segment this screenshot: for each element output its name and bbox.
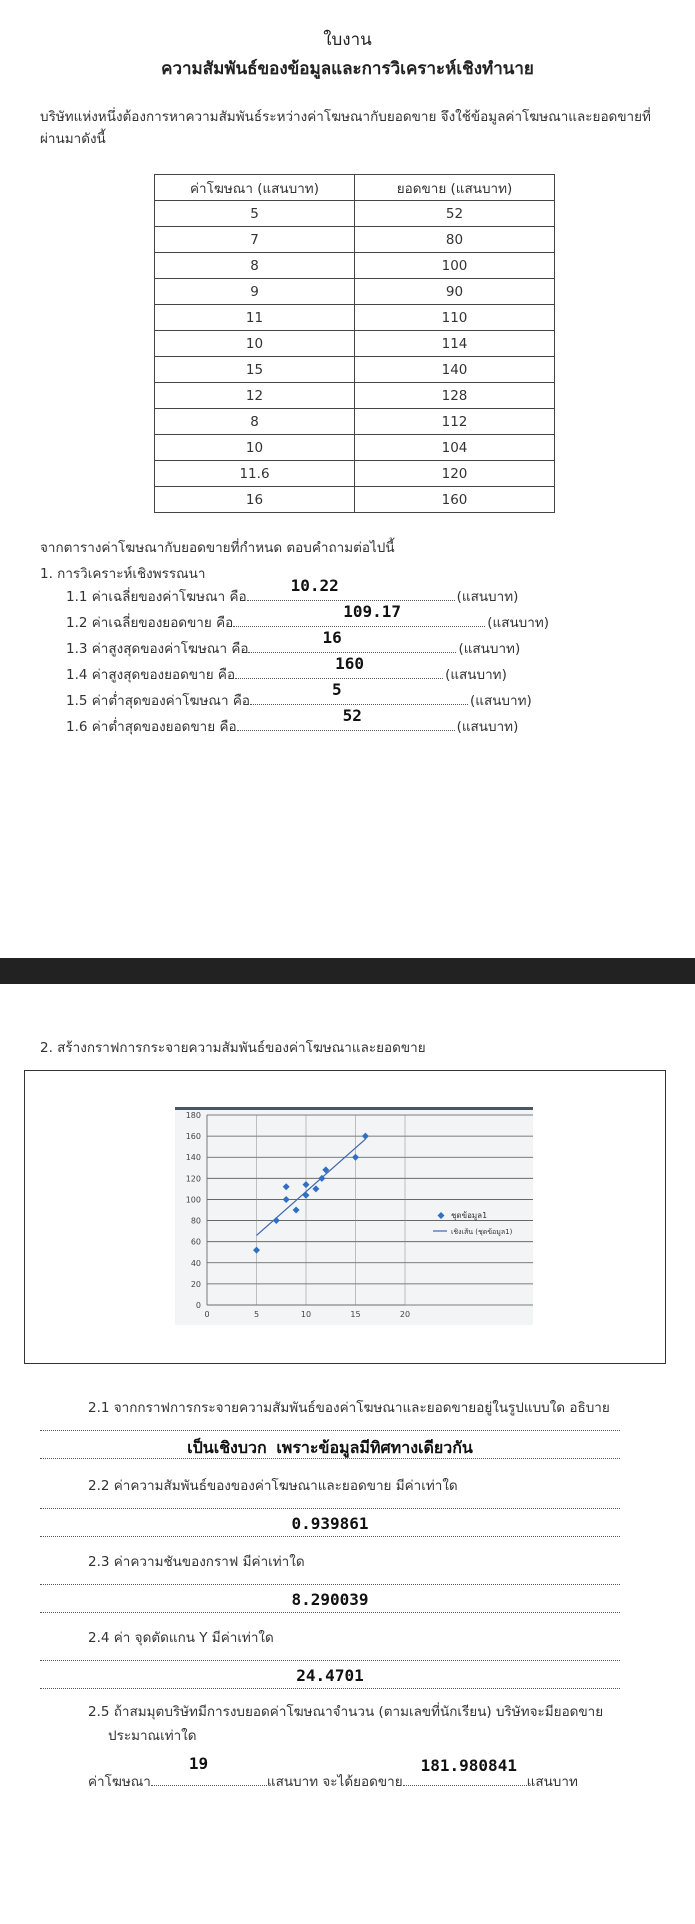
table-row [155, 357, 555, 383]
y-tick-label: 120 [185, 1174, 201, 1184]
page-divider [0, 958, 695, 984]
x-tick-label: 0 [204, 1310, 210, 1319]
cell-sales: 140 [355, 357, 555, 383]
answer-blank [233, 602, 485, 627]
intro-text: บริษัทแห่งหนึ่งต้องการหาความสัมพันธ์ระหว่างค่าโฆษณากับยอดขาย จึงใช้ข้อมูลค่าโฆษณาและยอดขายที่ผ่านมาดังนี้ [40, 109, 651, 147]
section1-heading: 1. การวิเคราะห์เชิงพรรณนา [40, 566, 206, 582]
x-tick-label: 20 [399, 1310, 411, 1319]
unit-label: (แสนบาท) [456, 719, 519, 735]
worksheet-subtitle: ความสัมพันธ์ของข้อมูลและการวิเคราะห์เชิงทำนาย [161, 59, 534, 79]
final-ad-blank [151, 1754, 267, 1786]
final-sales-value: 181.980841 [420, 1756, 517, 1775]
cell-advertising: 8 [155, 253, 355, 279]
answer-line [40, 1458, 620, 1459]
unit-label: (แสนบาท) [469, 693, 532, 709]
final-label-sales: แสนบาท จะได้ยอดขาย [266, 1774, 403, 1790]
answer-blank [250, 680, 468, 705]
answer-blank [248, 628, 456, 653]
question-1-3 [66, 628, 521, 659]
cell-sales: 52 [355, 201, 555, 227]
y-tick-label: 20 [190, 1279, 201, 1289]
answer-line [40, 1536, 620, 1537]
handwritten-answer: 160 [335, 654, 364, 673]
y-tick-label: 40 [190, 1258, 201, 1268]
answer-2-2: 0.939861 [291, 1514, 369, 1533]
table-row [155, 383, 555, 409]
final-ad-value: 19 [188, 1754, 209, 1773]
cell-sales: 128 [355, 383, 555, 409]
table-row [155, 487, 555, 513]
scatter-chart [175, 1107, 533, 1325]
data-table [154, 174, 555, 513]
question-1-5 [66, 680, 532, 711]
answer-2-3: 8.290039 [291, 1590, 369, 1609]
table-row [155, 253, 555, 279]
y-tick-label: 180 [185, 1111, 201, 1120]
cell-sales: 160 [355, 487, 555, 513]
table-row [155, 305, 555, 331]
cell-advertising: 7 [155, 227, 355, 253]
handwritten-answer: 52 [342, 706, 362, 725]
question-2-2: 2.2 ค่าความสัมพันธ์ของของค่าโฆษณาและยอดขาย มีค่าเท่าใด [88, 1478, 458, 1494]
answer-line [40, 1508, 620, 1509]
final-label-unit: แสนบาท [526, 1774, 578, 1790]
cell-advertising: 11 [155, 305, 355, 331]
cell-sales: 112 [355, 409, 555, 435]
unit-label: (แสนบาท) [456, 589, 519, 605]
questions-intro: จากตารางค่าโฆษณากับยอดขายที่กำหนด ตอบคำถามต่อไปนี้ [40, 540, 395, 556]
cell-advertising: 16 [155, 487, 355, 513]
question-1-6 [66, 706, 519, 737]
answer-blank [247, 576, 455, 601]
answer-blank [237, 706, 455, 731]
x-tick-label: 10 [300, 1310, 312, 1319]
handwritten-answer: 16 [322, 628, 342, 647]
y-tick-label: 80 [190, 1216, 201, 1226]
cell-sales: 110 [355, 305, 555, 331]
question-1-4 [66, 654, 507, 685]
cell-advertising: 5 [155, 201, 355, 227]
answer-blank [235, 654, 443, 679]
question-label: 1.5 ค่าต่ำสุดของค่าโฆษณา คือ [66, 693, 250, 709]
cell-sales: 90 [355, 279, 555, 305]
cell-advertising: 12 [155, 383, 355, 409]
answer-line [40, 1660, 620, 1661]
question-2-5: 2.5 ถ้าสมมุตบริษัทมีการงบยอดค่าโฆษณาจำนวน (ตามเลขที่นักเรียน) บริษัทจะมียอดขาย [88, 1704, 604, 1720]
cell-advertising: 10 [155, 435, 355, 461]
answer-line [40, 1612, 620, 1613]
question-2-4: 2.4 ค่า จุดตัดแกน Y มีค่าเท่าใด [88, 1630, 274, 1646]
y-tick-label: 60 [190, 1237, 201, 1247]
column-header-advertising: ค่าโฆษณา (แสนบาท) [155, 175, 355, 201]
chart-top-edge [175, 1107, 533, 1110]
question-1-2 [66, 602, 549, 633]
column-header-sales: ยอดขาย (แสนบาท) [355, 175, 555, 201]
final-answer-line [88, 1754, 578, 1792]
chart-frame [24, 1070, 666, 1364]
cell-advertising: 9 [155, 279, 355, 305]
question-2-1: 2.1 จากกราฟการกระจายความสัมพันธ์ของค่าโฆษณาและยอดขายอยู่ในรูปแบบใด อธิบาย [88, 1400, 610, 1416]
question-label: 1.4 ค่าสูงสุดของยอดขาย คือ [66, 667, 236, 683]
y-tick-label: 160 [185, 1132, 201, 1142]
x-tick-label: 5 [253, 1310, 260, 1319]
table-row [155, 279, 555, 305]
unit-label: (แสนบาท) [487, 615, 549, 631]
y-tick-label: 0 [195, 1301, 201, 1310]
worksheet-page-1 [0, 0, 695, 958]
cell-sales: 80 [355, 227, 555, 253]
cell-advertising: 11.6 [155, 461, 355, 487]
answer-2-1: เป็นเชิงบวก เพราะข้อมูลมีทิศทางเดียวกัน [187, 1438, 473, 1457]
unit-label: (แสนบาท) [445, 667, 507, 683]
handwritten-answer: 10.22 [290, 576, 339, 595]
cell-sales: 120 [355, 461, 555, 487]
cell-advertising: 10 [155, 331, 355, 357]
answer-line [40, 1688, 620, 1689]
worksheet-title: ใบงาน [323, 30, 372, 50]
cell-advertising: 8 [155, 409, 355, 435]
cell-advertising: 15 [155, 357, 355, 383]
y-tick-label: 140 [185, 1153, 201, 1163]
question-1-1 [66, 576, 519, 607]
answer-line [40, 1430, 620, 1431]
answer-line [40, 1584, 620, 1585]
question-2-5-cont: ประมาณเท่าใด [108, 1728, 197, 1744]
answer-2-4: 24.4701 [296, 1666, 364, 1685]
unit-label: (แสนบาท) [458, 641, 521, 657]
handwritten-answer: 5 [331, 680, 342, 699]
scatter-chart-svg [175, 1107, 533, 1325]
table-header-row [155, 175, 555, 201]
y-tick-label: 100 [185, 1195, 201, 1205]
handwritten-answer: 109.17 [343, 602, 402, 621]
question-label: 1.1 ค่าเฉลี่ยของค่าโฆษณา คือ [66, 589, 247, 605]
table-row [155, 201, 555, 227]
table-row [155, 461, 555, 487]
worksheet-page-2 [0, 984, 695, 1924]
table-row [155, 227, 555, 253]
section2-heading: 2. สร้างกราฟการกระจายความสัมพันธ์ของค่าโฆษณาและยอดขาย [40, 1040, 426, 1056]
final-label-ad: ค่าโฆษณา [88, 1774, 151, 1790]
final-sales-blank [403, 1756, 527, 1786]
question-label: 1.6 ค่าต่ำสุดของยอดขาย คือ [66, 719, 237, 735]
table-row [155, 331, 555, 357]
table-row [155, 435, 555, 461]
question-2-3: 2.3 ค่าความชันของกราฟ มีค่าเท่าใด [88, 1554, 305, 1570]
table-row [155, 409, 555, 435]
legend-series-label: ชุดข้อมูล1 [451, 1211, 488, 1220]
legend-trendline-label: เชิงเส้น (ชุดข้อมูล1) [451, 1228, 513, 1236]
x-tick-label: 15 [350, 1310, 361, 1319]
question-label: 1.2 ค่าเฉลี่ยของยอดขาย คือ [66, 615, 234, 631]
cell-sales: 104 [355, 435, 555, 461]
question-label: 1.3 ค่าสูงสุดของค่าโฆษณา คือ [66, 641, 249, 657]
cell-sales: 114 [355, 331, 555, 357]
cell-sales: 100 [355, 253, 555, 279]
